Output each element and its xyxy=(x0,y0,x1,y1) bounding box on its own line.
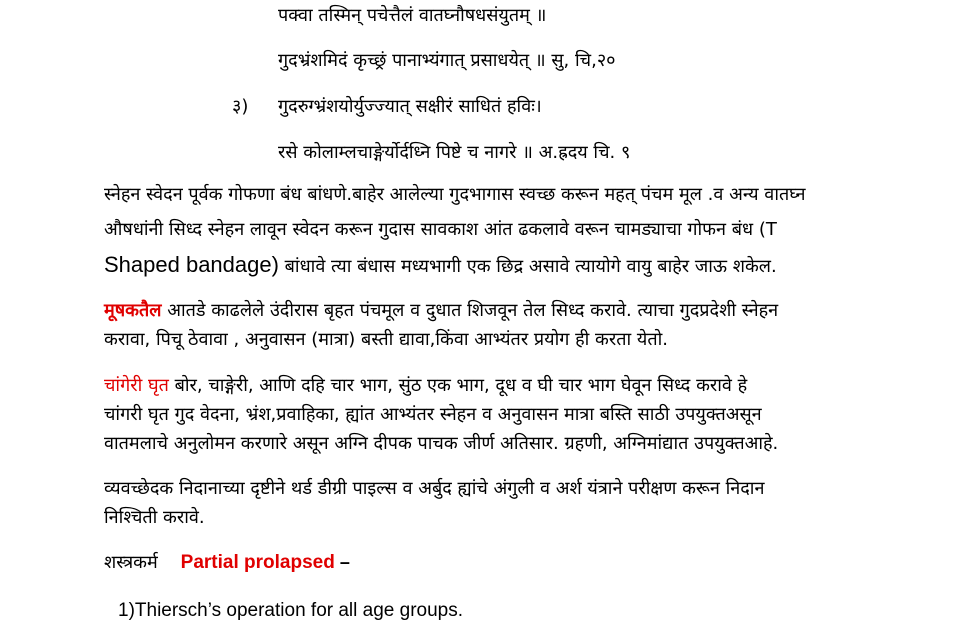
changeri-ghrita-heading: चांगेरी घृत xyxy=(104,375,169,396)
para3-line-1 xyxy=(104,374,747,398)
para1-line-2: औषधांनी सिध्द स्नेहन लावून स्वेदन करून गुदास सावकाश आंत ढकलावे वरून चामड्याचा गोफन बंध (T xyxy=(104,219,777,240)
surgery-label: शस्त्रकर्म xyxy=(104,552,158,573)
para3-line-2: चांगरी घृत गुद वेदना, भ्रंश,प्रवाहिका, ह्यांत आभ्यंतर स्नेहन व अनुवासन मात्रा बस्ति साठी उपयुक्तअसून xyxy=(104,404,762,425)
list-item-thiersch: 1)Thiersch’s operation for all age groups. xyxy=(118,600,464,621)
shaped-bandage-text: Shaped bandage) xyxy=(104,252,279,277)
para1-line-3 xyxy=(104,253,777,279)
para1-line-3-rest: बांधावे त्या बंधास मध्यभागी एक छिद्र असावे त्यायोगे वायु बाहेर जाऊ शकेल. xyxy=(278,256,777,277)
verse-line-3: गुदरुग्भ्रंशयोर्युज्ज्यात् सक्षीरं साधितं हविः। xyxy=(278,96,542,117)
para2-line-1 xyxy=(104,299,778,323)
para2-line-1-rest: आतडे काढलेले उंदीरास बृहत पंचमूल व दुधात शिजवून तेल सिध्द करावे. त्याचा गुदप्रदेशी स्नेहन xyxy=(161,300,779,321)
mushaka-taila-heading: मूषकतैल xyxy=(104,300,162,321)
verse-line-2: गुदभ्रंशमिदं कृच्छ्रं पानाभ्यंगात् प्रसाधयेत् ॥ सु, चि,२० xyxy=(278,50,616,71)
para3-line-1-rest: बोर, चाङ्गेरी, आणि दहि चार भाग, सुंठ एक भाग, दूध व घी चार भाग घेवून सिध्द करावे हे xyxy=(168,375,748,396)
surgery-dash: – xyxy=(334,552,350,572)
verse-line-1: पक्वा तस्मिन् पचेत्तैलं वातघ्नौषधसंयुतम् ॥ xyxy=(278,5,547,26)
verse-line-4: रसे कोलाम्लचाङ्गेर्योर्दध्नि पिष्टे च नागरे ॥ अ.ह्रदय चि. ९ xyxy=(278,142,631,163)
partial-prolapsed-title: Partial prolapsed xyxy=(180,552,335,573)
para4-line-2: निश्चिती करावे. xyxy=(104,507,205,528)
verse-number-3: ३) xyxy=(232,96,249,117)
surgery-heading xyxy=(104,550,350,575)
para1-line-1: स्नेहन स्वेदन पूर्वक गोफणा बंध बांधणे.बाहेर आलेल्या गुदभागास स्वच्छ करून महत् पंचम मूल .व अन्य वातघ्न xyxy=(104,184,806,205)
para3-line-3: वातमलाचे अनुलोमन करणारे असून अग्नि दीपक पाचक जीर्ण अतिसार. ग्रहणी, अग्निमांद्यात उपयुक्तआहे. xyxy=(104,433,779,454)
para2-line-2: करावा, पिचू ठेवावा , अनुवासन (मात्रा) बस्ती द्यावा,किंवा आभ्यंतर प्रयोग ही करता येतो. xyxy=(104,329,668,350)
para4-line-1: व्यवच्छेदक निदानाच्या दृष्टीने थर्ड डीग्री पाइल्स व अर्बुद ह्यांचे अंगुली व अर्श यंत्राने परीक्षण करून निदान xyxy=(104,478,765,499)
